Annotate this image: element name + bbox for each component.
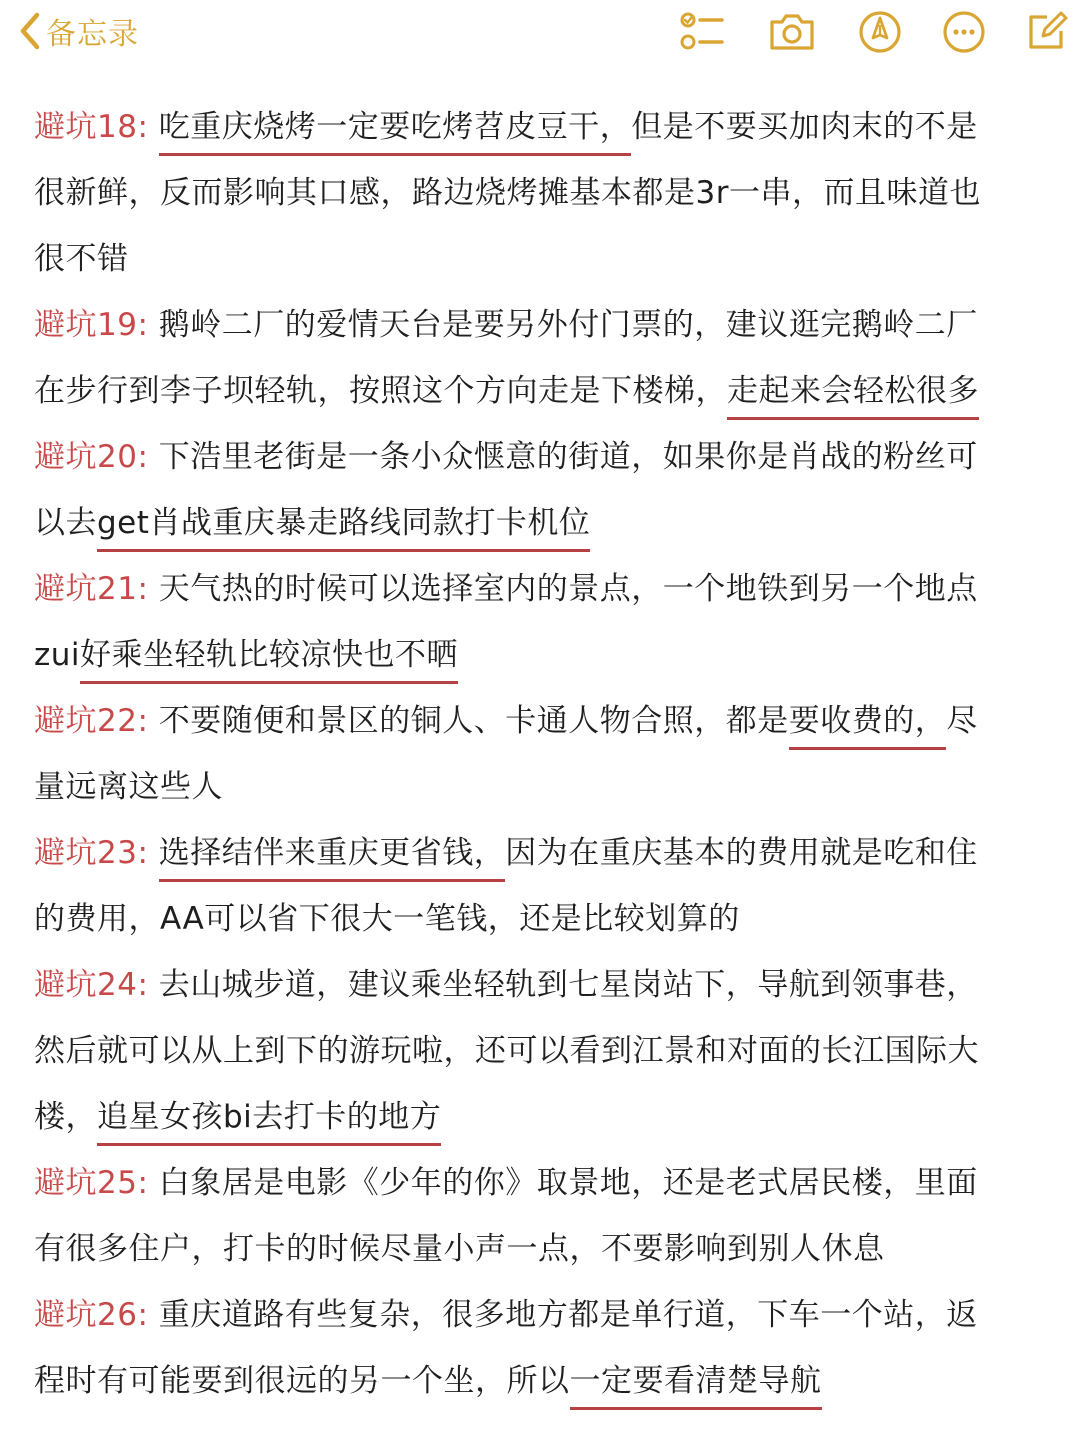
tip-tag: 避坑23:: [34, 835, 149, 871]
note-line: 楼，追星女孩bi去打卡的地方: [34, 1084, 1044, 1150]
note-line: 避坑25: 白象居是电影《少年的你》取景地，还是老式居民楼，里面: [34, 1165, 978, 1201]
note-line: 很不错: [34, 241, 129, 277]
tip-tag: 避坑21:: [34, 571, 149, 607]
more-icon: [941, 9, 987, 55]
underlined-text: 要收费的，: [789, 703, 947, 750]
note-line: 以去get肖战重庆暴走路线同款打卡机位: [34, 490, 1044, 556]
compose-icon: [1023, 9, 1069, 55]
note-line: 很新鲜，反而影响其口感，路边烧烤摊基本都是3r一串，而且味道也: [34, 175, 981, 211]
tip-tag: 避坑25:: [34, 1165, 149, 1201]
tip-tag: 避坑20:: [34, 439, 149, 475]
note-line: 避坑20: 下浩里老街是一条小众惬意的街道，如果你是肖战的粉丝可: [34, 439, 978, 475]
note-line: 避坑23: 选择结伴来重庆更省钱，因为在重庆基本的费用就是吃和住: [34, 820, 1044, 886]
underlined-text: 走起来会轻松很多: [727, 373, 979, 420]
tip-tag: 避坑19:: [34, 307, 149, 343]
back-label: 备忘录: [46, 17, 139, 52]
notes-nav-bar: [0, 0, 1080, 70]
markup-button[interactable]: [854, 8, 906, 56]
checklist-icon: [678, 10, 726, 54]
note-line: 量远离这些人: [34, 769, 223, 805]
compose-button[interactable]: [1020, 8, 1072, 56]
note-line: 有很多住户，打卡的时候尽量小声一点，不要影响到别人休息: [34, 1231, 885, 1267]
tip-tag: 避坑26:: [34, 1297, 149, 1333]
note-line: 避坑22: 不要随便和景区的铜人、卡通人物合照，都是要收费的，尽: [34, 688, 1044, 754]
underlined-text: 选择结伴来重庆更省钱，: [159, 835, 506, 882]
underlined-text: 好乘坐轻轨比较凉快也不晒: [80, 637, 458, 684]
back-button[interactable]: [18, 6, 139, 56]
camera-button[interactable]: [766, 8, 818, 56]
underlined-text: 追星女孩bi去打卡的地方: [97, 1099, 441, 1146]
note-line: zui好乘坐轻轨比较凉快也不晒: [34, 622, 1044, 688]
note-line: 避坑21: 天气热的时候可以选择室内的景点，一个地铁到另一个地点: [34, 571, 978, 607]
underlined-text: get肖战重庆暴走路线同款打卡机位: [97, 505, 590, 552]
note-line: 避坑19: 鹅岭二厂的爱情天台是要另外付门票的，建议逛完鹅岭二厂: [34, 307, 978, 343]
underlined-text: 一定要看清楚导航: [570, 1363, 822, 1410]
note-line: 在步行到李子坝轻轨，按照这个方向走是下楼梯，走起来会轻松很多: [34, 358, 1044, 424]
camera-icon: [767, 10, 817, 54]
note-body[interactable]: [34, 94, 1044, 1414]
more-button[interactable]: [938, 8, 990, 56]
note-line: 程时有可能要到很远的另一个坐，所以一定要看清楚导航: [34, 1348, 1044, 1414]
tip-tag: 避坑24:: [34, 967, 149, 1003]
markup-pen-icon: [857, 9, 903, 55]
tip-tag: 避坑22:: [34, 703, 149, 739]
tip-tag: 避坑18:: [34, 109, 149, 145]
underlined-text: 吃重庆烧烤一定要吃烤苕皮豆干，: [159, 109, 632, 156]
note-line: 避坑26: 重庆道路有些复杂，很多地方都是单行道，下车一个站，返: [34, 1297, 978, 1333]
checklist-button[interactable]: [676, 8, 728, 56]
chevron-left-icon: [18, 11, 42, 51]
note-line: 然后就可以从上到下的游玩啦，还可以看到江景和对面的长江国际大: [34, 1033, 979, 1069]
note-line: 的费用，AA可以省下很大一笔钱，还是比较划算的: [34, 901, 740, 937]
note-line: 避坑24: 去山城步道，建议乘坐轻轨到七星岗站下，导航到领事巷，: [34, 967, 978, 1003]
note-line: 避坑18: 吃重庆烧烤一定要吃烤苕皮豆干，但是不要买加肉末的不是: [34, 94, 1044, 160]
